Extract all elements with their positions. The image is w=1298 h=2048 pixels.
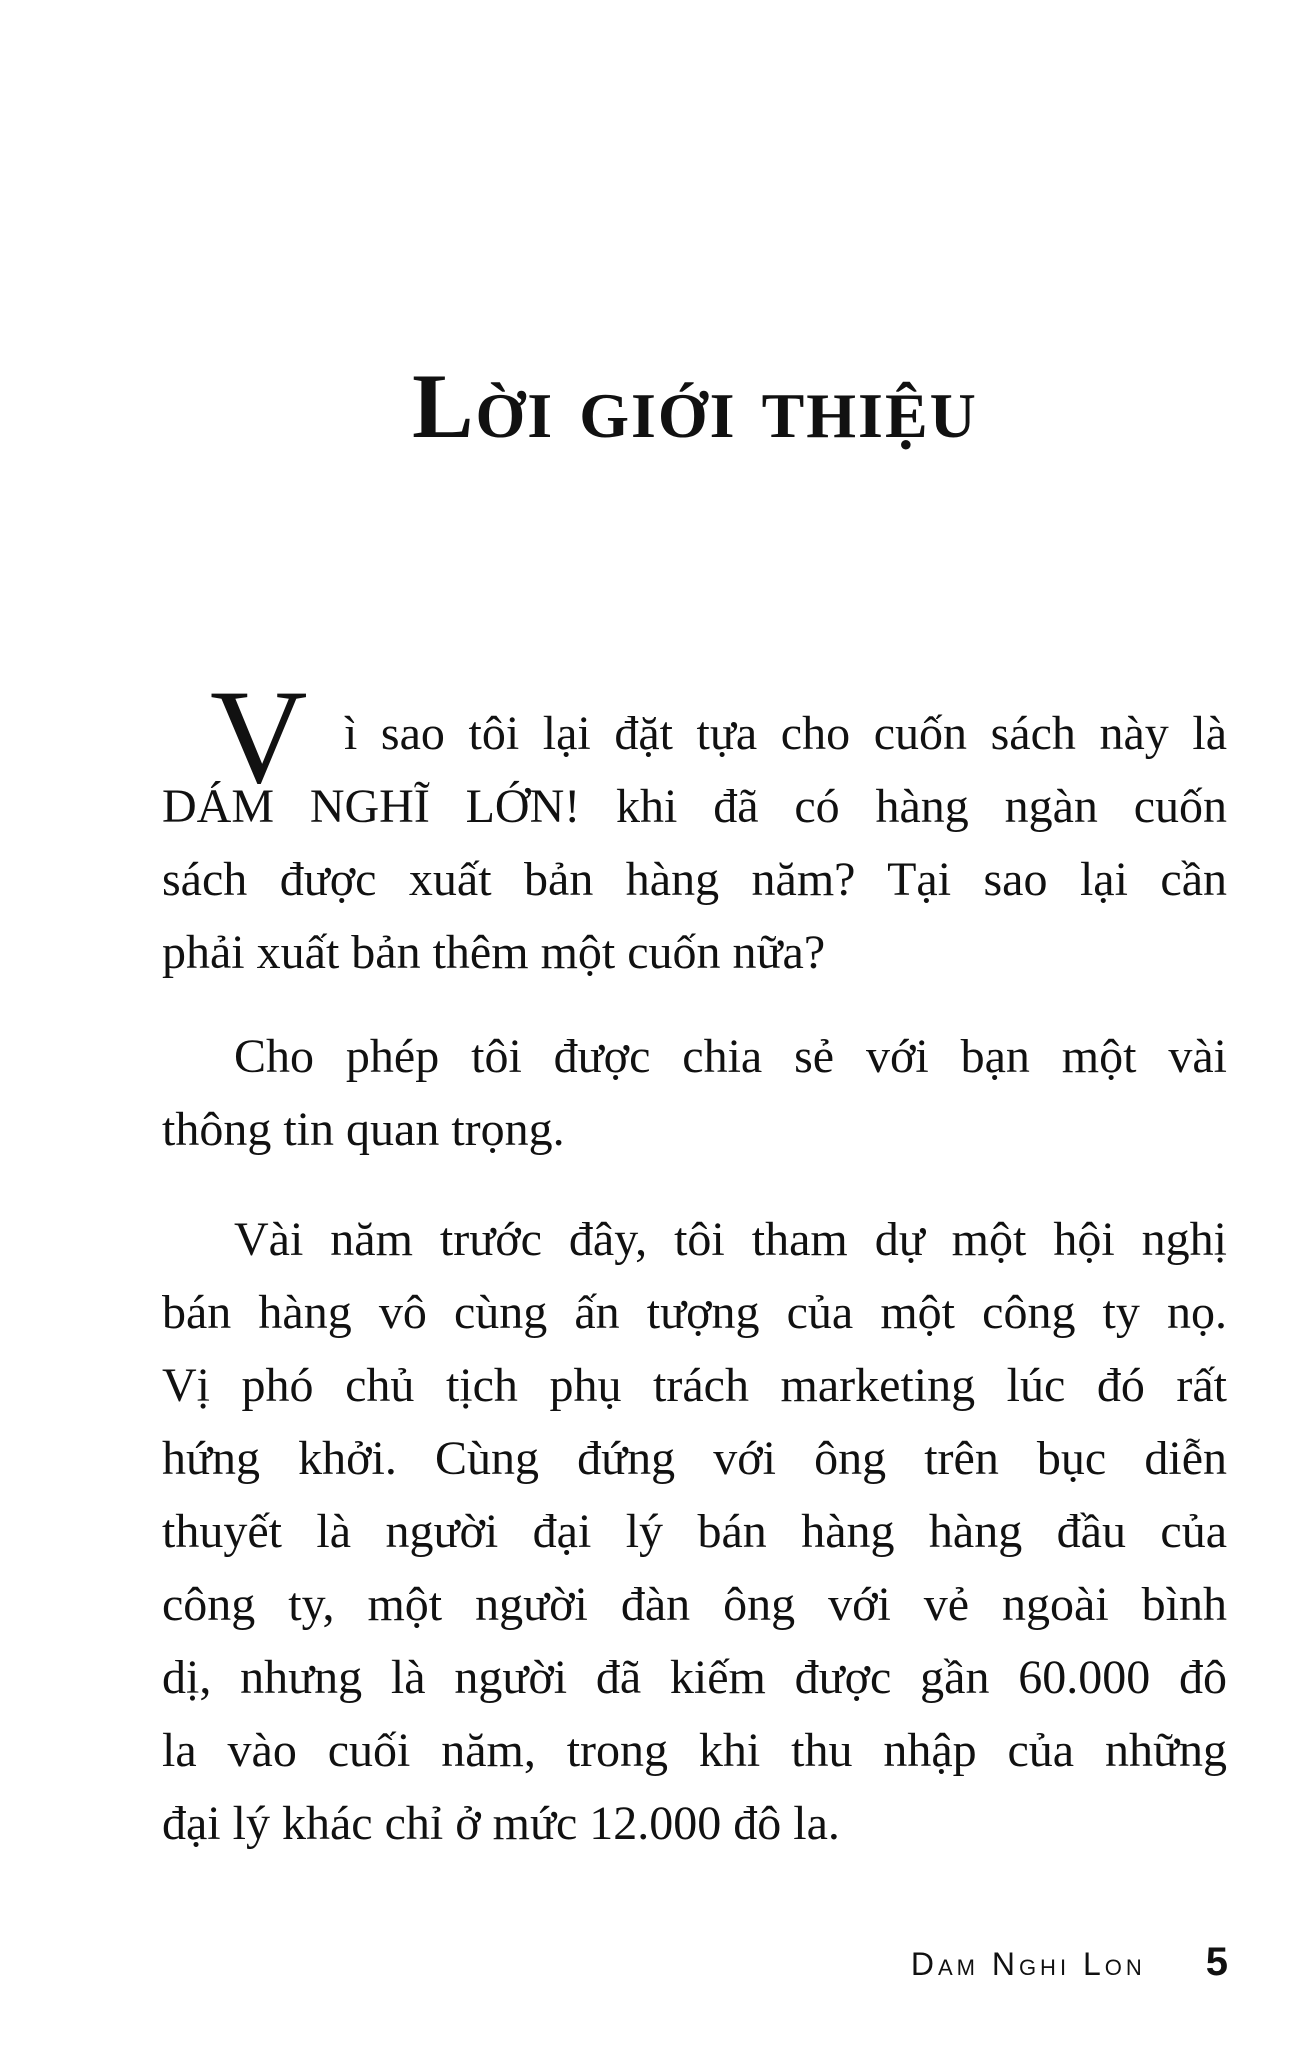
paragraph-3 xyxy=(162,1203,1227,1860)
page-footer xyxy=(911,1940,1228,1985)
text-line: hứng khởi. Cùng đứng với ông trên bục diễn xyxy=(162,1432,1227,1485)
text-line: DÁM NGHĨ LỚN! khi đã có hàng ngàn cuốn xyxy=(162,780,1227,833)
text-line: phải xuất bản thêm một cuốn nữa? xyxy=(162,926,826,979)
text-line: bán hàng vô cùng ấn tượng của một công ty nọ. xyxy=(162,1286,1227,1339)
text-line: thuyết là người đại lý bán hàng hàng đầu của xyxy=(162,1505,1227,1558)
paragraph-1 xyxy=(162,697,1227,989)
text-line: dị, nhưng là người đã kiếm được gần 60.000 đô xyxy=(162,1651,1227,1704)
running-title: Dam Nghi Lon xyxy=(910,1946,1146,1982)
text-line: công ty, một người đàn ông với vẻ ngoài bình xyxy=(162,1578,1227,1631)
text-line: sách được xuất bản hàng năm? Tại sao lại cần xyxy=(162,853,1227,906)
text-line: thông tin quan trọng. xyxy=(162,1103,565,1156)
text-line: ì sao tôi lại đặt tựa cho cuốn sách này là xyxy=(344,707,1227,760)
chapter-heading: Lời giới thiệu xyxy=(412,355,978,457)
page-number: 5 xyxy=(1205,1940,1228,1984)
text-line: Cho phép tôi được chia sẻ với bạn một vài xyxy=(234,1030,1227,1083)
drop-cap: V xyxy=(210,663,308,812)
text-line: đại lý khác chỉ ở mức 12.000 đô la. xyxy=(162,1797,840,1850)
text-line: Vị phó chủ tịch phụ trách marketing lúc đó rất xyxy=(162,1359,1227,1412)
text-line: la vào cuối năm, trong khi thu nhập của những xyxy=(162,1724,1227,1777)
text-line: Vài năm trước đây, tôi tham dự một hội nghị xyxy=(234,1213,1227,1266)
paragraph-2 xyxy=(162,1020,1227,1166)
